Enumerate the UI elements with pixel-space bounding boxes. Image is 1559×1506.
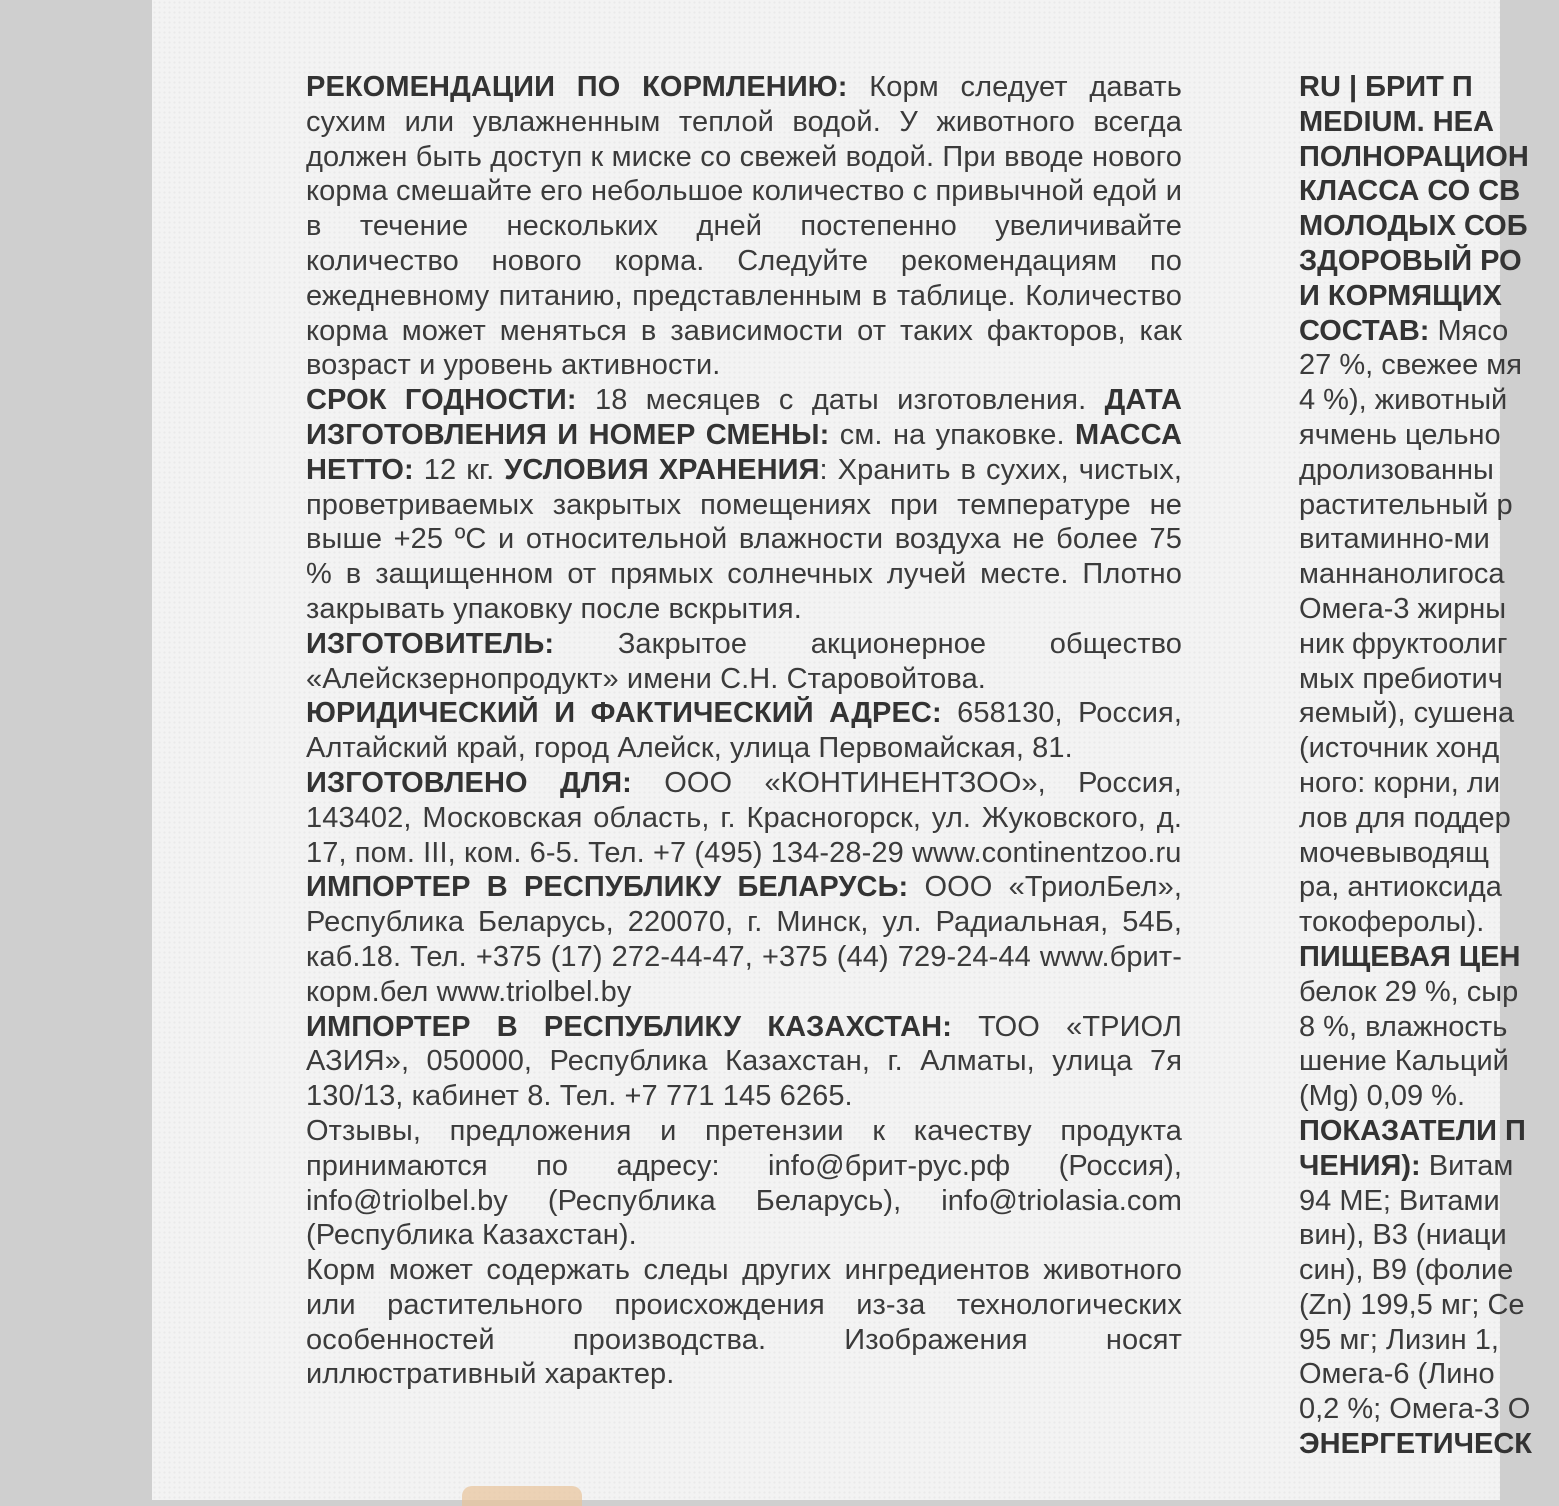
right-column-line [1299, 592, 1559, 627]
right-column-line [1299, 1323, 1559, 1358]
right-column-line-bold: СОСТАВ: [1299, 314, 1430, 347]
right-column-line [1299, 105, 1559, 140]
right-column-line-text: мых пребиотич [1299, 662, 1503, 695]
right-column-line-text: ник фруктоолиг [1299, 627, 1508, 660]
made-for-paragraph: ИЗГОТОВЛЕНО ДЛЯ: ООО «КОНТИНЕНТЗОО», Россия, 143402, Московская область, г. Красногорск, ул. Жуковского, д. 17, пом. III, ком. 6-5. Тел. +7 (495) 134-28-29 www.continentzoo.ru [306, 766, 1182, 869]
address-paragraph: ЮРИДИЧЕСКИЙ И ФАКТИЧЕСКИЙ АДРЕС: 658130, Россия, Алтайский край, город Алейск, улица Первомайская, 81. [306, 697, 1182, 765]
right-column-line-text: (источник хонд [1299, 732, 1500, 765]
right-column-line-text: 8 %, влажность [1299, 1010, 1508, 1043]
right-column-line-bold: ЭНЕРГЕТИЧЕСК [1299, 1428, 1532, 1461]
right-column-line [1299, 209, 1559, 244]
traces-paragraph: Корм может содержать следы других ингредиентов животного или растительного происхождения из-за технологических особенностей производства. Изображения носят иллюстративный характер. [306, 1254, 1182, 1391]
importer-kazakhstan-paragraph: ИМПОРТЕР В РЕСПУБЛИКУ КАЗАХСТАН: ТОО «ТРИОЛ АЗИЯ», 050000, Республика Казахстан, г. Алматы, улица 7я 130/13, кабинет 8. Тел. +7 771 145 6265. [306, 1010, 1183, 1113]
right-column-line [1299, 314, 1559, 349]
right-column-line [1299, 1392, 1559, 1427]
right-column-line-text: 94 МЕ; Витами [1299, 1184, 1500, 1217]
right-column-line-text: Омега-6 (Лино [1299, 1358, 1495, 1391]
right-column-line [1299, 348, 1559, 383]
importer-belarus-paragraph: ИМПОРТЕР В РЕСПУБЛИКУ БЕЛАРУСЬ: ООО «ТриолБел», Республика Беларусь, 220070, г. Минск, ул. Радиальная, 54Б, каб.18. Тел. +375 (17) 272-44-47, +375 (44) 729-24-44 www.брит-корм.бел www.triolbel.by [306, 871, 1182, 1008]
right-column-line-text: ного: корни, ли [1299, 766, 1501, 799]
manufacturer-paragraph: ИЗГОТОВИТЕЛЬ: Закрытое акционерное общество «Алейскзернопродукт» имени С.Н. Старовойтова. [306, 627, 1182, 695]
right-column-line [1299, 1427, 1559, 1462]
right-column-line [1299, 522, 1559, 557]
right-column-line-text: яемый), сушена [1299, 697, 1515, 730]
right-column-line-text: син), В9 (фолие [1299, 1254, 1514, 1287]
right-column-line-bold: МОЛОДЫХ СОБ [1299, 210, 1528, 243]
right-column-line-text: Мясо [1429, 314, 1509, 347]
right-column-line-bold: КЛАССА СО СВ [1299, 175, 1521, 208]
right-column-line [1299, 279, 1559, 314]
right-column-line [1299, 766, 1559, 801]
right-column-line-text: 95 мг; Лизин 1, [1299, 1323, 1499, 1356]
right-column-line-text: (Mg) 0,09 %. [1299, 1080, 1465, 1113]
right-column-line [1299, 836, 1559, 871]
label-text-left-column [306, 70, 1182, 1392]
right-column-line-text: токоферолы). [1299, 906, 1485, 939]
right-column-line [1299, 1288, 1559, 1323]
right-column-line [1299, 940, 1559, 975]
right-column-line [1299, 1114, 1559, 1149]
right-column-line [1299, 870, 1559, 905]
right-column-line-bold: MEDIUM. НЕА [1299, 105, 1494, 138]
right-column-line-text: вин), В3 (ниаци [1299, 1219, 1507, 1252]
right-column-line-bold: И КОРМЯЩИХ [1299, 279, 1502, 312]
right-column-line-bold: ПИЩЕВАЯ ЦЕН [1299, 940, 1521, 973]
right-column-line [1299, 488, 1559, 523]
right-column-line-text: растительный р [1299, 488, 1513, 521]
right-column-line-text: дролизованны [1299, 453, 1494, 486]
right-column-line-text: маннанолигоса [1299, 558, 1505, 591]
label-text-right-column [1299, 70, 1559, 1462]
right-column-line [1299, 1253, 1559, 1288]
right-column-line-bold: ПОКАЗАТЕЛИ П [1299, 1114, 1526, 1147]
right-column-line [1299, 1079, 1559, 1114]
right-column-line [1299, 244, 1559, 279]
right-column-line [1299, 453, 1559, 488]
right-column-line [1299, 557, 1559, 592]
right-column-line [1299, 1010, 1559, 1045]
right-column-line-text: 4 %), животный [1299, 384, 1508, 417]
right-column-line [1299, 1044, 1559, 1079]
right-column-line [1299, 383, 1559, 418]
right-column-line-text: шение Кальций [1299, 1045, 1509, 1078]
right-column-line [1299, 1184, 1559, 1219]
feedback-paragraph: Отзывы, предложения и претензии к качеству продукта принимаются по адресу: info@брит-рус.рф (Россия), info@triolbel.by (Республика Беларусь), info@triolasia.com (Республика Казахстан). [306, 1114, 1182, 1252]
feeding-paragraph: РЕКОМЕНДАЦИИ ПО КОРМЛЕНИЮ: Корм следует давать сухим или увлажненным теплой водой. У животного всегда должен быть доступ к миске со свежей водой. При вводе нового корма смешайте его небольшое количество с привычной едой и в течение нескольких дней постепенно увеличивайте количество нового корма. Следуйте рекомендациям по ежедневному питанию, представленным в таблице. Количество корма может меняться в зависимости от таких факторов, как возраст и уровень активности. [306, 71, 1182, 382]
right-column-line [1299, 662, 1559, 697]
right-column-line-text: мочевыводящ [1299, 836, 1489, 869]
package-label [152, 0, 1532, 1500]
right-column-line [1299, 1357, 1559, 1392]
shelf-life-paragraph: СРОК ГОДНОСТИ: 18 месяцев с даты изготовления. ДАТА ИЗГОТОВЛЕНИЯ И НОМЕР СМЕНЫ: см. на упаковке. МАССА НЕТТО: 12 кг. УСЛОВИЯ ХРАНЕНИЯ: Хранить в сухих, чистых, проветриваемых закрытых помещениях при температуре не выше +25 ºС и относительной влажности воздуха не более 75 % в защищенном от прямых солнечных лучей месте. Плотно закрывать упаковку после вскрытия. [306, 384, 1182, 625]
right-column-line-bold: ЧЕНИЯ): [1299, 1149, 1421, 1182]
right-column-line-text: ра, антиоксида [1299, 871, 1502, 904]
right-column-line-text: (Zn) 199,5 мг; Се [1299, 1288, 1525, 1321]
right-column-line-text: лов для поддер [1299, 801, 1511, 834]
right-column-line-text: витаминно-ми [1299, 523, 1490, 556]
right-column-line [1299, 627, 1559, 662]
right-column-line-text: Омега-3 жирны [1299, 592, 1507, 625]
right-column-line [1299, 696, 1559, 731]
orange-graphic-fragment [462, 1486, 582, 1506]
right-column-line-bold: ПОЛНОРАЦИОН [1299, 140, 1529, 173]
right-column-line [1299, 140, 1559, 175]
right-column-line [1299, 975, 1559, 1010]
right-column-line [1299, 70, 1559, 105]
right-column-line-text: Витам [1420, 1149, 1514, 1182]
right-column-line-bold: RU | БРИТ П [1299, 71, 1473, 103]
right-column-line-text: 27 %, свежее мя [1299, 349, 1522, 382]
right-column-line [1299, 1218, 1559, 1253]
right-column-line [1299, 905, 1559, 940]
right-column-line-text: белок 29 %, сыр [1299, 975, 1519, 1008]
right-column-line-bold: ЗДОРОВЫЙ РО [1299, 244, 1522, 277]
right-column-line [1299, 801, 1559, 836]
right-column-line [1299, 418, 1559, 453]
right-column-line-text: 0,2 %; Омега-3 О [1299, 1393, 1531, 1426]
right-column-line [1299, 1149, 1559, 1184]
right-column-line [1299, 174, 1559, 209]
right-column-line [1299, 731, 1559, 766]
right-column-line-text: ячмень цельно [1299, 418, 1501, 451]
